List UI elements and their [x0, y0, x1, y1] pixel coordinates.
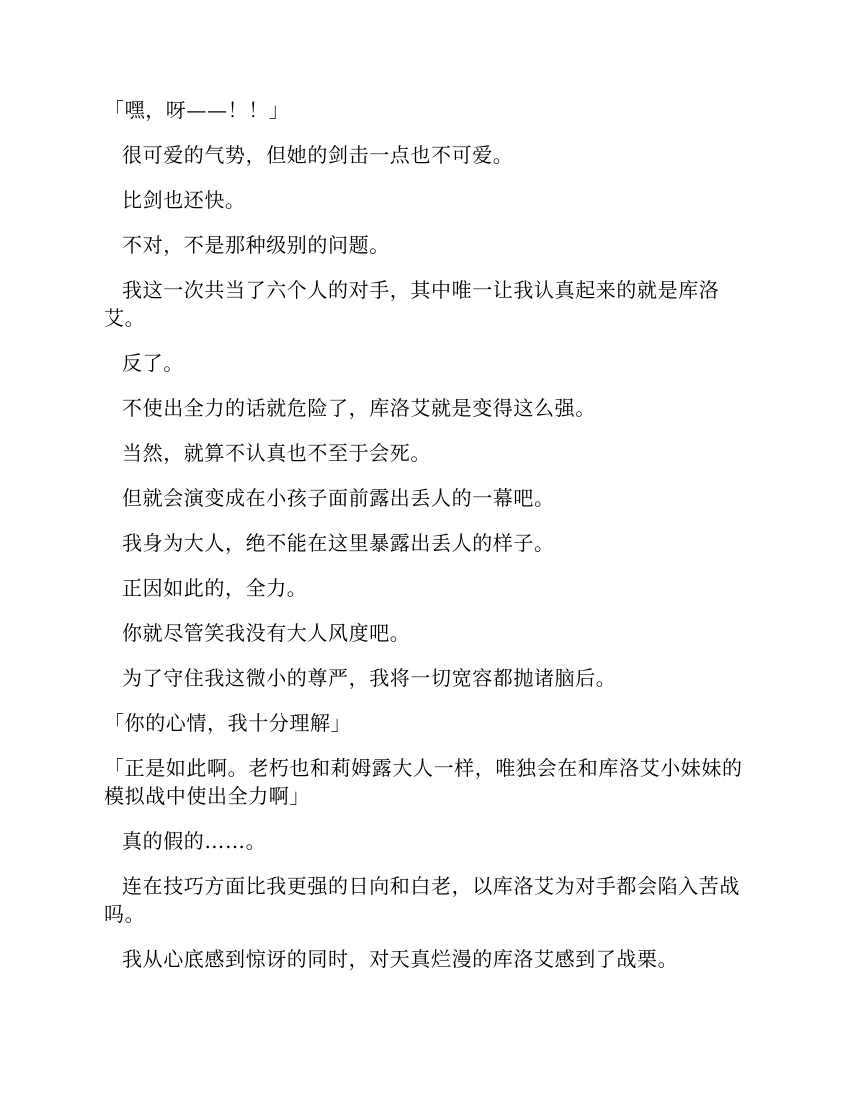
narration-paragraph: 为了守住我这微小的尊严，我将一切宽容都抛诸脑后。: [122, 666, 617, 690]
narration-paragraph: 当然，就算不认真也不至于会死。: [122, 441, 431, 465]
dialogue-paragraph: 「正是如此啊。老朽也和莉姆露大人一样，唯独会在和库洛艾小妹妹的模拟战中使出全力啊」: [104, 756, 743, 808]
narration-paragraph: 比剑也还快。: [122, 188, 246, 212]
narration-paragraph: 反了。: [122, 351, 184, 375]
narration-paragraph: 不对，不是那种级别的问题。: [122, 233, 390, 257]
narration-paragraph: 真的假的……。: [122, 829, 267, 853]
narration-paragraph: 我身为大人，绝不能在这里暴露出丢人的样子。: [122, 531, 555, 555]
narration-paragraph: 我这一次共当了六个人的对手，其中唯一让我认真起来的就是库洛艾。: [104, 278, 720, 330]
dialogue-paragraph: 「嘿，呀——！！」: [104, 98, 290, 122]
narration-paragraph: 连在技巧方面比我更强的日向和白老，以库洛艾为对手都会陷入苦战吗。: [104, 874, 740, 926]
narration-paragraph: 你就尽管笑我没有大人风度吧。: [122, 621, 411, 645]
narration-paragraph: 我从心底感到惊讶的同时，对天真烂漫的库洛艾感到了战栗。: [122, 947, 679, 971]
narration-paragraph: 正因如此的，全力。: [122, 576, 308, 600]
narration-paragraph: 但就会演变成在小孩子面前露出丢人的一幕吧。: [122, 486, 555, 510]
narration-paragraph: 很可爱的气势，但她的剑击一点也不可爱。: [122, 143, 514, 167]
narration-paragraph: 不使出全力的话就危险了，库洛艾就是变得这么强。: [122, 396, 596, 420]
dialogue-paragraph: 「你的心情，我十分理解」: [104, 711, 352, 735]
document-body: [104, 96, 748, 990]
